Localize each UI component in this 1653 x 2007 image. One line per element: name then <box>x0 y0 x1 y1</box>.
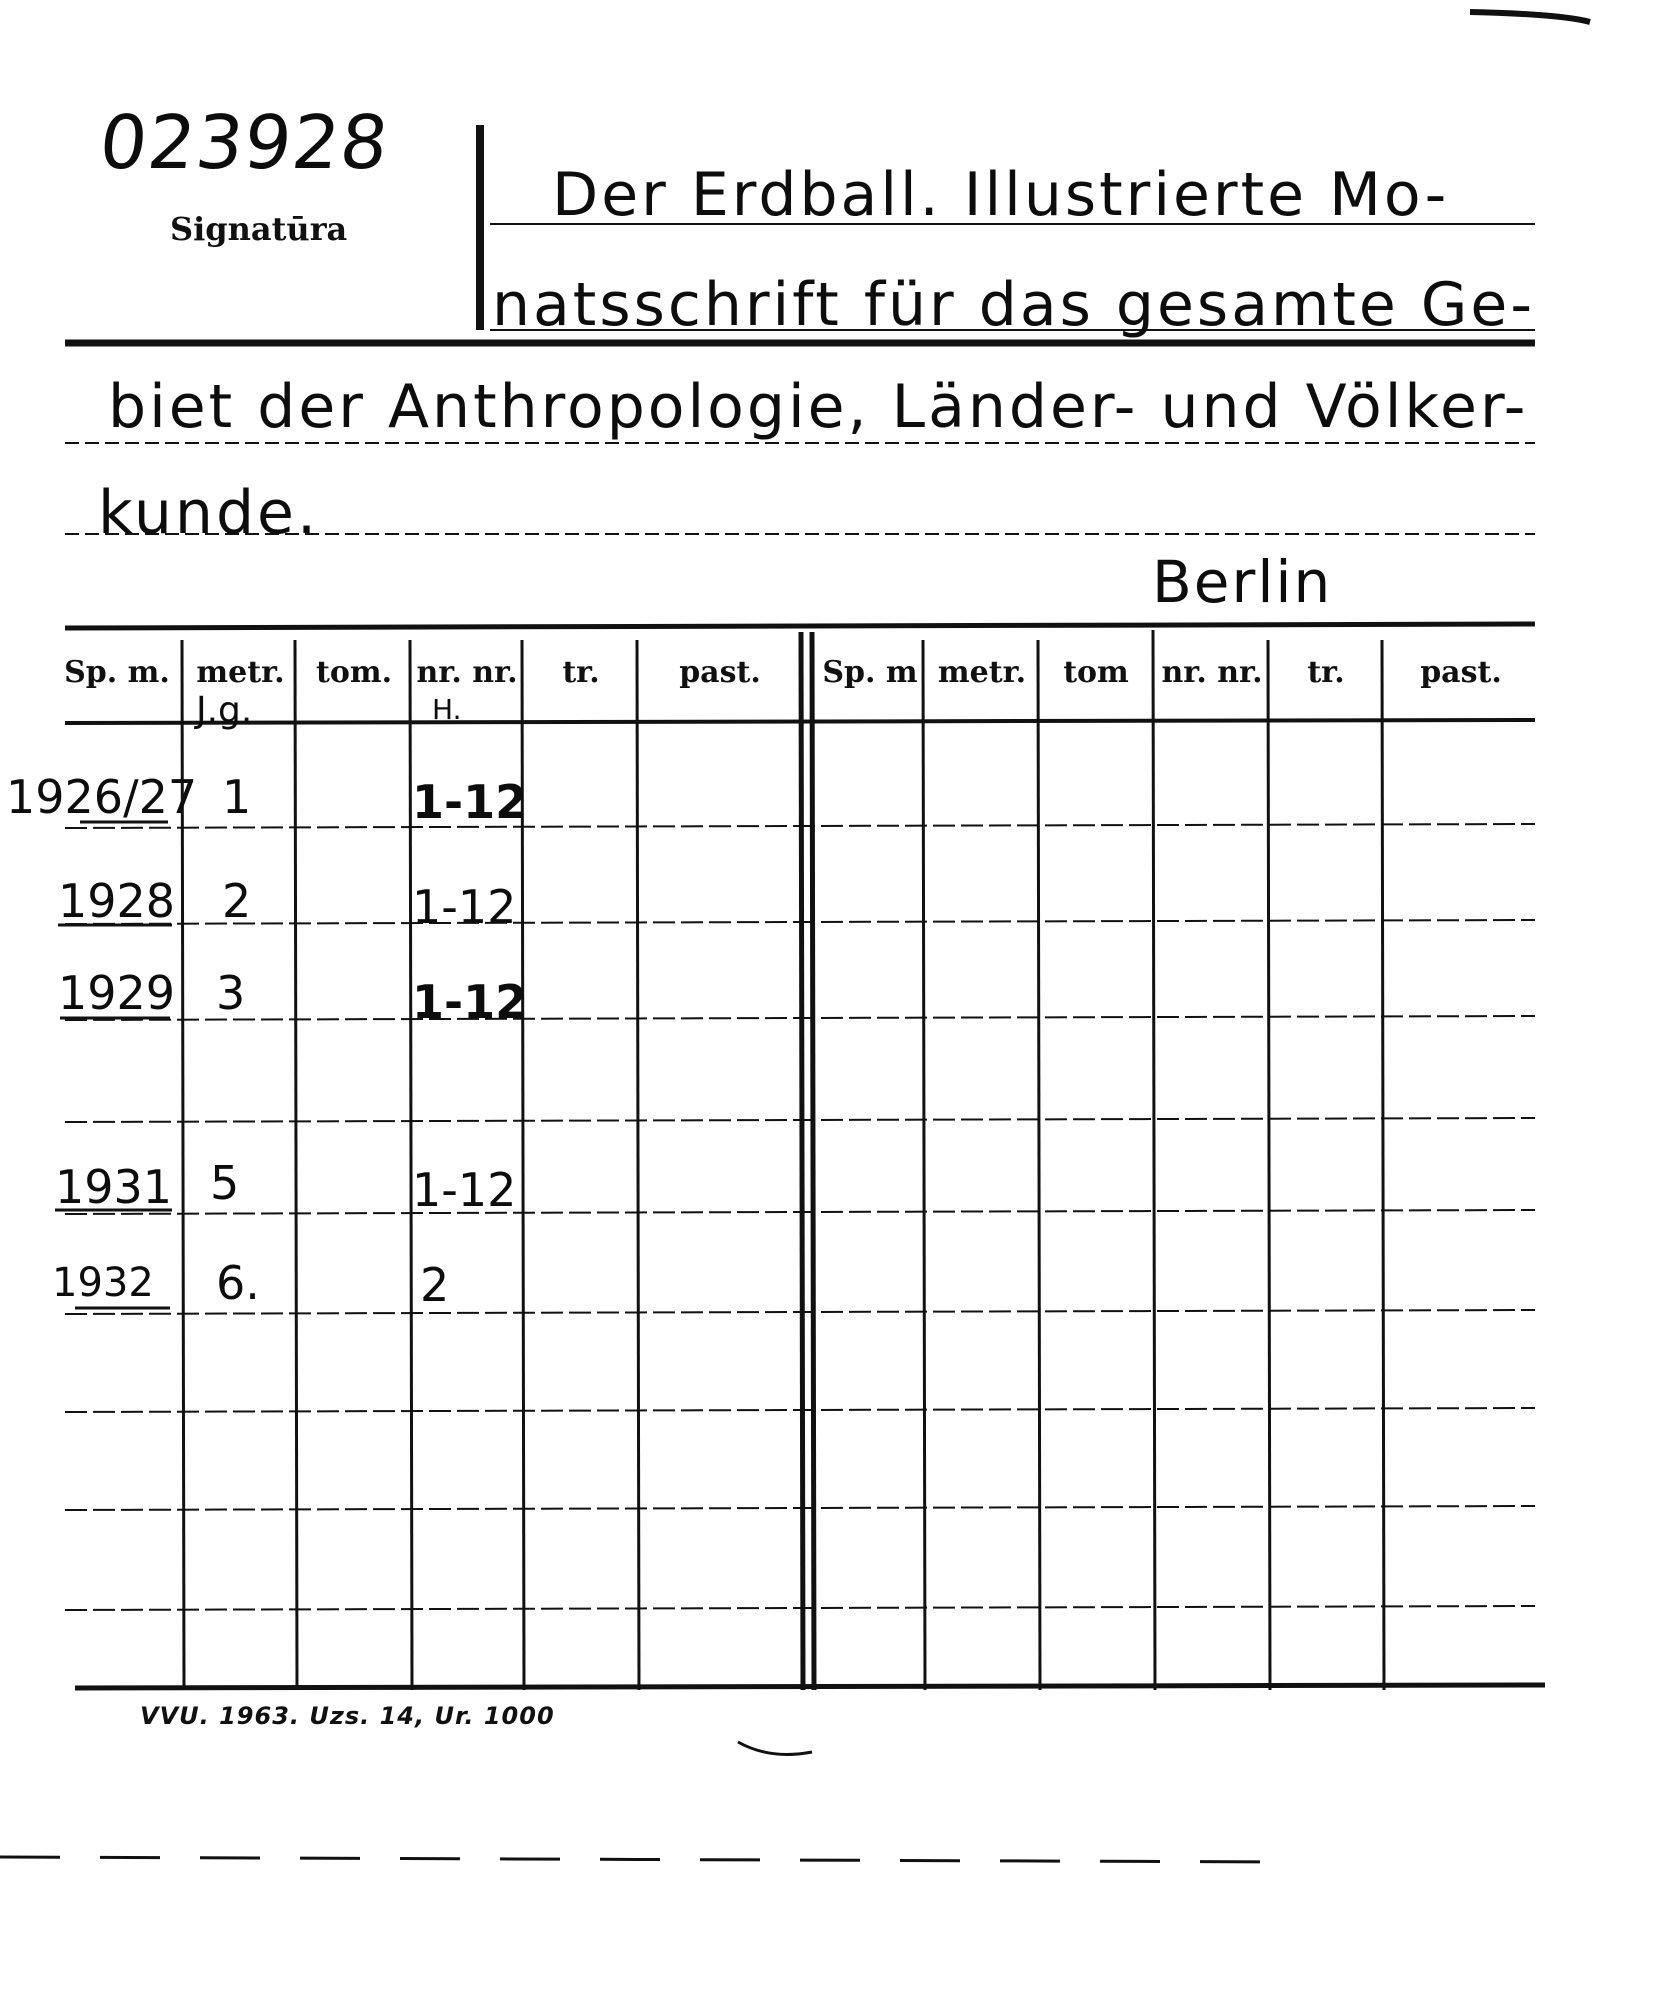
col-header-tr-right: tr. <box>1307 655 1345 690</box>
col-header-tr-left: tr. <box>562 655 600 690</box>
holding-issues: 1-12 <box>412 1163 517 1217</box>
col-header-tom-right: tom <box>1063 655 1129 690</box>
holding-year: 1932 <box>52 1260 154 1306</box>
holding-issues: 1-12 <box>412 775 528 829</box>
col-header-metr-right: metr. <box>937 655 1027 690</box>
holding-year: 1931 <box>55 1160 173 1214</box>
col-header-metr-left: metr. <box>196 655 285 690</box>
center-divider-b <box>812 632 814 1690</box>
col-header-tom-left: tom. <box>315 655 393 690</box>
title-line-3: biet der Anthropologie, Länder- und Völker- <box>108 372 1529 442</box>
call-number: 023928 <box>95 100 394 186</box>
holding-volume: 2 <box>222 874 252 928</box>
tear-mark <box>738 1742 812 1754</box>
printer-footer: VVU. 1963. Uzs. 14, Ur. 1000 <box>140 1702 555 1730</box>
place-of-publication: Berlin <box>1152 548 1333 616</box>
col-header-nr-left: nr. nr. <box>416 655 518 690</box>
center-divider-a <box>801 632 803 1690</box>
table-top-rule <box>65 624 1535 628</box>
nr-annotation: H. <box>432 693 462 726</box>
holding-issues: 1-12 <box>412 975 528 1029</box>
holding-volume: 6. <box>216 1256 260 1310</box>
metr-annotation: J.g. <box>196 690 253 731</box>
scan-edge-mark <box>1470 12 1590 22</box>
holding-year: 1928 <box>58 874 176 928</box>
title-line-4: kunde. <box>98 478 320 548</box>
col-header-sp-m-right: Sp. m <box>822 655 918 690</box>
title-line-2: natsschrift für das gesamte Ge- <box>492 270 1535 340</box>
holding-year: 1926/27 <box>6 770 198 824</box>
holding-issues: 1-12 <box>412 880 517 934</box>
col-header-past-right: past. <box>1420 655 1502 690</box>
call-number-label: Signatūra <box>170 210 348 248</box>
holding-volume: 5 <box>210 1156 240 1210</box>
title-line-1: Der Erdball. Illustrierte Mo- <box>552 160 1450 230</box>
holding-volume: 3 <box>216 966 246 1020</box>
column-rules <box>182 630 1384 1690</box>
holding-volume: 1 <box>222 770 252 824</box>
col-header-nr-right: nr. nr. <box>1161 655 1263 690</box>
col-header-sp-m-left: Sp. m. <box>64 655 170 690</box>
col-header-past-left: past. <box>679 655 761 690</box>
bottom-edge <box>0 1857 1300 1862</box>
holding-issues: 2 <box>420 1258 450 1312</box>
holding-year: 1929 <box>58 966 176 1020</box>
